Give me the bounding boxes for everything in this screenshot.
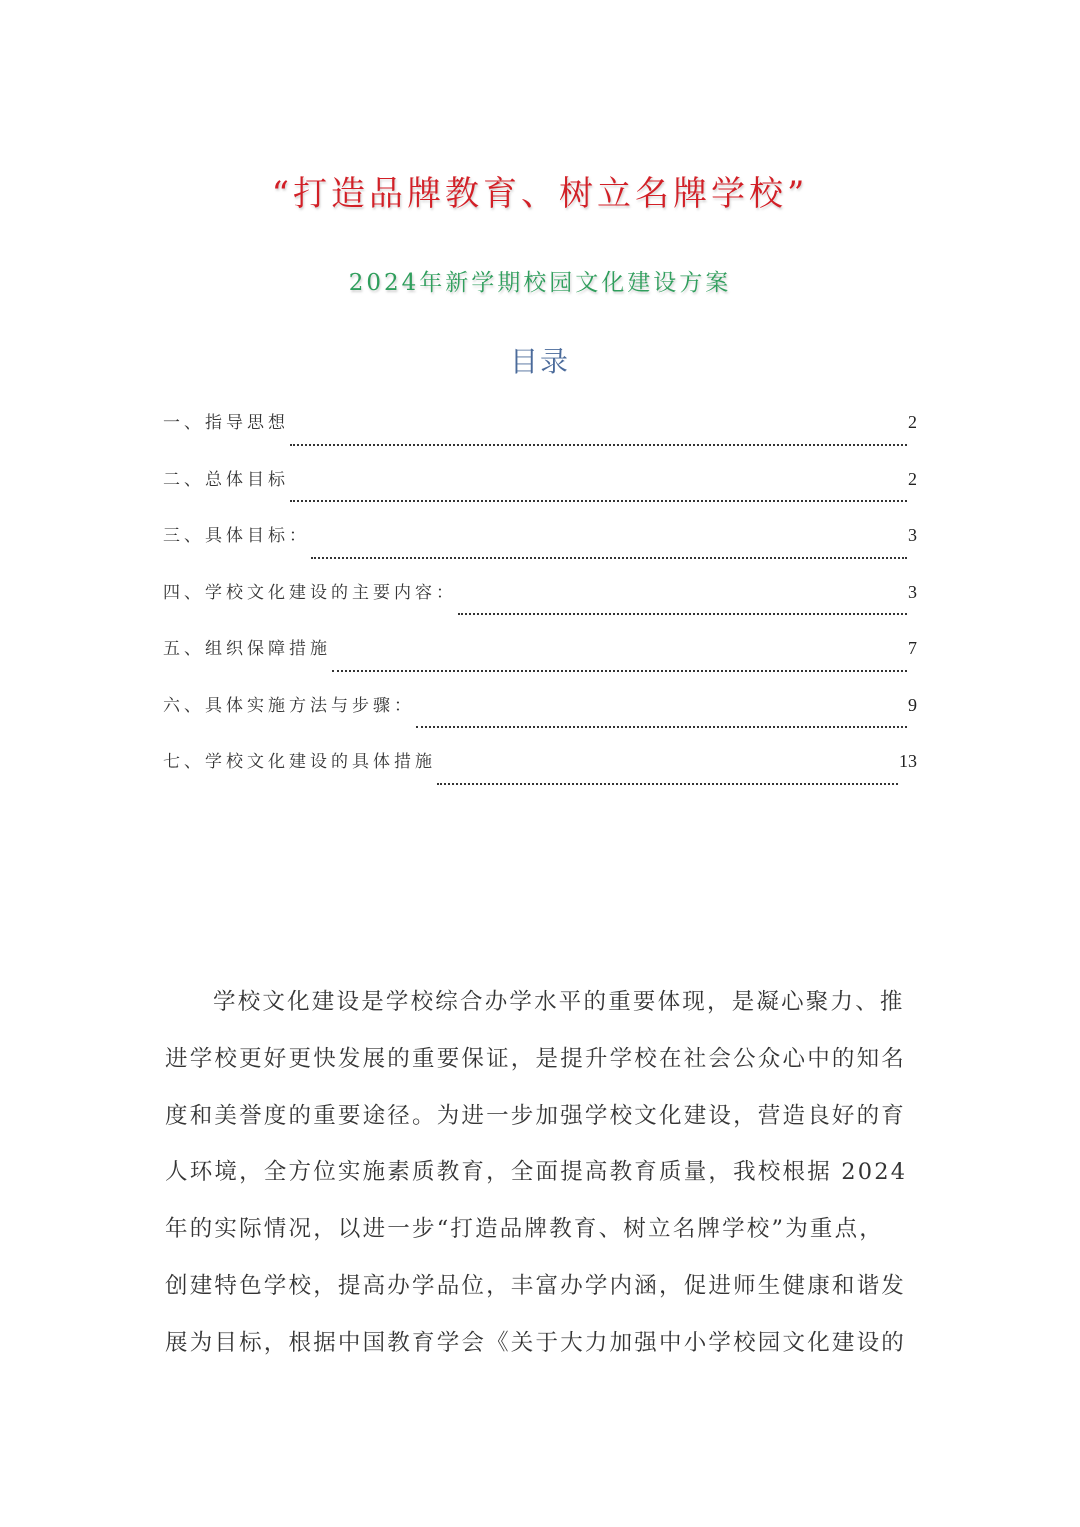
document-title: “打造品牌教育、树立名牌学校” [271, 174, 809, 214]
body-line: 展为目标，根据中国教育学会《关于大力加强中小学校园文化建设的 [165, 1329, 907, 1356]
body-line: 度和美誉度的重要途径。为进一步加强学校文化建设，营造良好的育 [165, 1102, 907, 1129]
body-line: 年的实际情况，以进一步“打造品牌教育、树立名牌学校”为重点， [165, 1216, 885, 1243]
body-line: 创建特色学校，提高办学品位，丰富办学内涵，促进师生健康和谐发 [165, 1272, 907, 1299]
body-line: 学校文化建设是学校综合办学水平的重要体现，是凝心聚力、推 [213, 989, 905, 1015]
body-paragraph [165, 974, 917, 1372]
toc-entry-label: 三、具体目标： [163, 526, 310, 546]
toc-entry-label: 六、具体实施方法与步骤： [163, 695, 415, 716]
toc-entry[interactable] [163, 465, 917, 522]
toc-entry-page: 3 [908, 525, 917, 545]
toc-dot-leader [458, 612, 907, 615]
toc-entry-page: 2 [908, 412, 917, 432]
toc-entry-page: 9 [908, 694, 917, 715]
toc-entry-label: 二、总体目标 [163, 469, 289, 490]
toc-entry-page: 3 [908, 581, 917, 602]
table-of-contents [163, 408, 917, 804]
toc-entry[interactable] [163, 747, 917, 804]
toc-dot-leader [332, 669, 907, 672]
toc-heading: 目录 [509, 345, 570, 378]
body-line: 人环境，全方位实施素质教育，全面提高教育质量，我校根据 2024 [165, 1159, 908, 1186]
toc-dot-leader [437, 782, 898, 785]
toc-entry[interactable] [163, 691, 917, 748]
toc-entry-page: 13 [899, 751, 917, 771]
toc-dot-leader [416, 725, 907, 728]
toc-entry[interactable] [163, 578, 917, 635]
toc-entry-label: 四、学校文化建设的主要内容： [163, 582, 457, 603]
toc-entry[interactable] [163, 634, 917, 691]
toc-dot-leader [311, 556, 907, 559]
toc-dot-leader [290, 499, 907, 502]
document-subtitle: 2024年新学期校园文化建设方案 [348, 270, 732, 296]
body-line: 进学校更好更快发展的重要保证，是提升学校在社会公众心中的知名 [165, 1045, 907, 1072]
toc-entry-label: 七、学校文化建设的具体措施 [163, 752, 436, 772]
toc-entry[interactable] [163, 408, 917, 465]
toc-entry-label: 五、组织保障措施 [163, 639, 331, 659]
toc-dot-leader [290, 443, 907, 446]
toc-entry-page: 7 [908, 638, 917, 658]
toc-entry[interactable] [163, 521, 917, 578]
toc-entry-page: 2 [908, 468, 917, 489]
toc-entry-label: 一、指导思想 [163, 413, 289, 433]
